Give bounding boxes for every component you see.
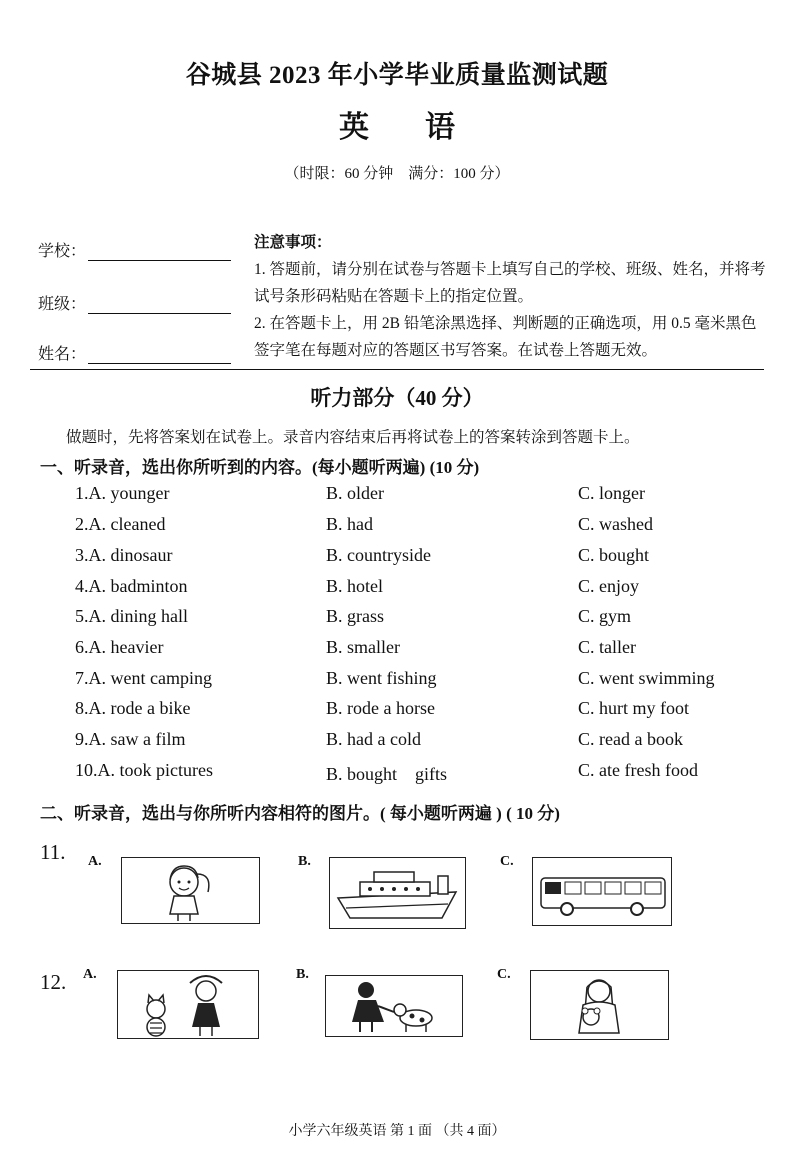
notes: [254, 229, 766, 364]
option-b[interactable]: B. smaller: [326, 637, 400, 657]
section1-title: 一、听录音，选出你所听到的内容。(每小题听两遍) (10 分): [40, 458, 480, 477]
notes-heading: 注意事项：: [254, 234, 332, 251]
picture-girl-with-dog[interactable]: [325, 975, 463, 1037]
option-c[interactable]: C. ate fresh food: [578, 760, 698, 780]
question-row: [0, 760, 794, 790]
name-field: [38, 341, 231, 364]
option-a[interactable]: 2.A. cleaned: [75, 514, 166, 534]
option-b[interactable]: B. older: [326, 483, 384, 503]
option-a[interactable]: 5.A. dining hall: [75, 606, 188, 626]
question-row: [0, 698, 794, 728]
option-c[interactable]: C. taller: [578, 637, 636, 657]
option-b[interactable]: B. countryside: [326, 545, 431, 565]
option-label-c: C.: [497, 967, 511, 982]
picture-girl-with-cat[interactable]: [117, 970, 259, 1039]
name-label: 姓名：: [38, 346, 87, 363]
school-blank[interactable]: [88, 246, 231, 261]
option-c[interactable]: C. bought: [578, 545, 650, 565]
school-label: 学校：: [38, 243, 87, 260]
option-c[interactable]: C. gym: [578, 606, 632, 626]
option-a[interactable]: 9.A. saw a film: [75, 729, 186, 749]
option-c[interactable]: C. hurt my foot: [578, 698, 689, 718]
option-c[interactable]: C. enjoy: [578, 576, 639, 596]
question-row: [0, 729, 794, 759]
note-item: 1. 答题前，请分别在试卷与答题卡上填写自己的学校、班级、姓名，并将考试号条形码粘贴在答题卡上的指定位置。: [254, 261, 766, 305]
option-c[interactable]: C. went swimming: [578, 668, 715, 688]
question-row: [0, 637, 794, 667]
question-row: [0, 668, 794, 698]
time-limit: （时限：60 分钟 满分：100 分）: [284, 166, 510, 182]
option-a[interactable]: 7.A. went camping: [75, 668, 212, 688]
question-row: [0, 606, 794, 636]
subject-title: 英语: [339, 111, 511, 144]
girl-cat-illustration: [118, 971, 258, 1038]
page-footer: 小学六年级英语 第 1 面 （共 4 面）: [288, 1124, 506, 1139]
option-label-b: B.: [298, 854, 311, 869]
option-a[interactable]: 6.A. heavier: [75, 637, 164, 657]
name-blank[interactable]: [88, 349, 231, 364]
option-a[interactable]: 8.A. rode a bike: [75, 698, 191, 718]
ship-illustration: [330, 858, 465, 928]
option-b[interactable]: B. grass: [326, 606, 384, 626]
picture-girl-with-teddy[interactable]: [530, 970, 669, 1040]
school-field: [38, 238, 231, 261]
class-field: [38, 291, 231, 314]
option-b[interactable]: B. rode a horse: [326, 698, 435, 718]
option-b[interactable]: B. bought gifts: [326, 764, 448, 784]
picture-girl[interactable]: [121, 857, 260, 924]
option-label-a: A.: [88, 854, 102, 869]
option-c[interactable]: C. longer: [578, 483, 645, 503]
question-row: [0, 514, 794, 544]
question-12-number: 12.: [40, 970, 67, 994]
question-row: [0, 483, 794, 513]
question-row: [0, 576, 794, 606]
exam-title: 谷城县 2023 年小学毕业质量监测试题: [185, 62, 609, 89]
girl-illustration: [122, 858, 259, 923]
listening-heading: 听力部分（40 分）: [310, 386, 484, 410]
option-a[interactable]: 10.A. took pictures: [75, 760, 213, 780]
option-b[interactable]: B. had: [326, 514, 373, 534]
class-blank[interactable]: [88, 299, 231, 314]
option-b[interactable]: B. went fishing: [326, 668, 437, 688]
option-c[interactable]: C. read a book: [578, 729, 683, 749]
listening-instruction: 做题时，先将答案划在试卷上。录音内容结束后再将试卷上的答案转涂到答题卡上。: [66, 429, 640, 446]
option-b[interactable]: B. hotel: [326, 576, 383, 596]
question-row: [0, 545, 794, 575]
picture-bus[interactable]: [532, 857, 672, 926]
section2-title: 二、听录音，选出与你所听内容相符的图片。( 每小题听两遍 ) ( 10 分): [40, 804, 560, 823]
picture-ship[interactable]: [329, 857, 466, 929]
option-b[interactable]: B. had a cold: [326, 729, 421, 749]
option-label-a: A.: [83, 967, 97, 982]
girl-teddy-illustration: [531, 971, 668, 1039]
option-label-c: C.: [500, 854, 514, 869]
girl-dog-illustration: [326, 976, 462, 1036]
option-a[interactable]: 1.A. younger: [75, 483, 170, 503]
bus-illustration: [533, 858, 671, 925]
option-a[interactable]: 4.A. badminton: [75, 576, 188, 596]
option-a[interactable]: 3.A. dinosaur: [75, 545, 173, 565]
option-label-b: B.: [296, 967, 309, 982]
question-11-number: 11.: [40, 840, 66, 864]
divider: [30, 369, 764, 370]
option-c[interactable]: C. washed: [578, 514, 653, 534]
note-item: 2. 在答题卡上，用 2B 铅笔涂黑选择、判断题的正确选项，用 0.5 毫米黑色签字笔在每题对应的答题区书写答案。在试卷上答题无效。: [254, 315, 757, 359]
class-label: 班级：: [38, 296, 87, 313]
